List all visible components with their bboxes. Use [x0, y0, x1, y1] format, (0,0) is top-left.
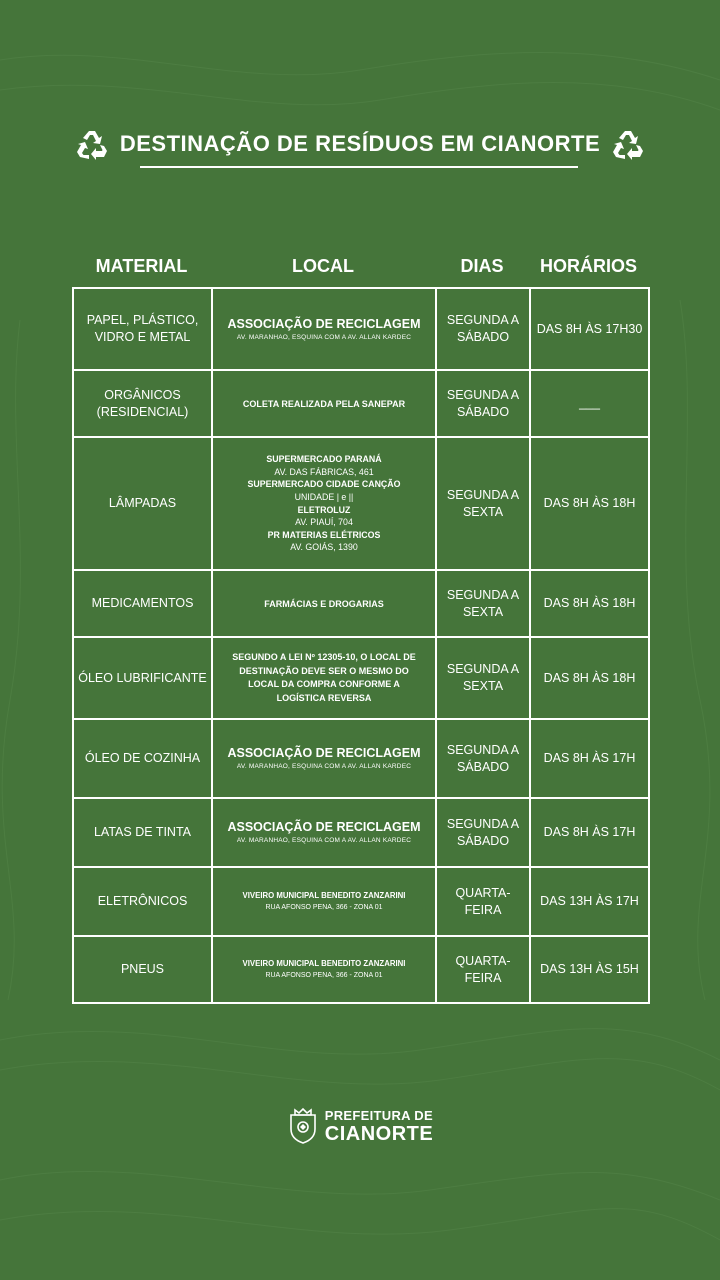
horarios-cell: DAS 8H ÀS 18H — [530, 437, 649, 570]
horarios-cell: DAS 8H ÀS 17H — [530, 798, 649, 867]
local-cell — [212, 370, 436, 437]
material-cell: ÓLEO DE COZINHA — [73, 719, 212, 798]
local-name: PR MATERIAS ELÉTRICOS — [267, 529, 381, 540]
local-cell — [212, 719, 436, 798]
local-address: AV. GOIÁS, 1390 — [290, 542, 358, 553]
table-row — [73, 637, 649, 719]
local-name: SUPERMERCADO CIDADE CANÇÃO — [247, 479, 401, 490]
local-address: AV. MARANHAO, ESQUINA COM A AV. ALLAN KARDEC — [236, 837, 412, 844]
horarios-cell: DAS 8H ÀS 18H — [530, 570, 649, 637]
footer-text — [325, 1109, 433, 1144]
horarios-cell: DAS 13H ÀS 17H — [530, 867, 649, 936]
local-cell — [212, 936, 436, 1003]
header-material: MATERIAL — [95, 256, 188, 276]
horarios-cell: DAS 8H ÀS 17H30 — [530, 288, 649, 370]
footer-line2: CIANORTE — [324, 1122, 434, 1145]
page-title: DESTINAÇÃO DE RESÍDUOS EM CIANORTE — [119, 131, 601, 156]
title-underline — [140, 166, 578, 168]
horarios-cell: DAS 8H ÀS 18H — [530, 637, 649, 719]
recycle-icon — [76, 128, 108, 160]
material-cell: ÓLEO LUBRIFICANTE — [73, 637, 212, 719]
local-name: COLETA REALIZADA PELA SANEPAR — [242, 398, 406, 409]
horarios-cell: DAS 8H ÀS 17H — [530, 719, 649, 798]
material-cell: MEDICAMENTOS — [73, 570, 212, 637]
table-row — [73, 936, 649, 1003]
local-name: ASSOCIAÇÃO DE RECICLAGEM — [227, 746, 421, 760]
material-cell: LÂMPADAS — [73, 437, 212, 570]
table-row — [73, 370, 649, 437]
horarios-cell: DAS 13H ÀS 15H — [530, 936, 649, 1003]
table-row — [73, 798, 649, 867]
local-address: UNIDADE | e || — [294, 491, 354, 502]
local-name: SUPERMERCADO PARANÁ — [266, 454, 382, 465]
local-name: VIVEIRO MUNICIPAL BENEDITO ZANZARINI — [242, 959, 406, 968]
dias-cell: QUARTA-FEIRA — [436, 936, 530, 1003]
material-cell: ELETRÔNICOS — [73, 867, 212, 936]
local-cell — [212, 570, 436, 637]
dias-cell: SEGUNDA A SEXTA — [436, 570, 530, 637]
local-address: AV. MARANHAO, ESQUINA COM A AV. ALLAN KARDEC — [236, 333, 412, 341]
local-cell — [212, 288, 436, 370]
table-row — [73, 867, 649, 936]
table-row — [73, 719, 649, 798]
local-name: ASSOCIAÇÃO DE RECICLAGEM — [227, 820, 421, 834]
dias-cell: SEGUNDA A SEXTA — [436, 637, 530, 719]
local-address: AV. MARANHAO, ESQUINA COM A AV. ALLAN KARDEC — [236, 763, 412, 770]
footer-logo — [0, 1106, 720, 1146]
table-row — [73, 570, 649, 637]
disposal-table — [72, 287, 650, 1004]
city-crest-icon — [287, 1107, 319, 1145]
header-dias: DIAS — [460, 256, 504, 276]
header-local: LOCAL — [292, 256, 354, 276]
material-cell: PAPEL, PLÁSTICO, VIDRO E METAL — [73, 288, 212, 370]
table-headers — [0, 256, 720, 280]
dias-cell: SEGUNDA A SÁBADO — [436, 288, 530, 370]
recycle-icon — [612, 128, 644, 160]
local-cell — [212, 798, 436, 867]
local-cell — [212, 437, 436, 570]
local-cell — [212, 867, 436, 936]
header-horarios: HORÁRIOS — [539, 256, 637, 276]
material-cell: PNEUS — [73, 936, 212, 1003]
local-address: RUA AFONSO PENA, 366 - ZONA 01 — [265, 972, 383, 979]
local-name: SEGUNDO A LEI Nº 12305-10, O LOCAL DE DESTINAÇÃO DEVE SER O MESMO DO LOCAL DA COMPRA CONFORME A LOGÍSTICA REVERSA — [232, 652, 416, 703]
table-row — [73, 437, 649, 570]
dias-cell: QUARTA-FEIRA — [436, 867, 530, 936]
horarios-cell: ___ — [530, 370, 649, 437]
local-name: VIVEIRO MUNICIPAL BENEDITO ZANZARINI — [242, 891, 406, 900]
local-name: FARMÁCIAS E DROGARIAS — [264, 598, 384, 609]
material-cell: ORGÂNICOS (RESIDENCIAL) — [73, 370, 212, 437]
dias-cell: SEGUNDA A SEXTA — [436, 437, 530, 570]
local-address: RUA AFONSO PENA, 366 - ZONA 01 — [265, 904, 383, 911]
local-address: AV. DAS FÁBRICAS, 461 — [274, 466, 374, 477]
dias-cell: SEGUNDA A SÁBADO — [436, 370, 530, 437]
title-row — [0, 124, 720, 164]
local-name: ELETROLUZ — [297, 504, 351, 515]
table-row — [73, 288, 649, 370]
dias-cell: SEGUNDA A SÁBADO — [436, 719, 530, 798]
dias-cell: SEGUNDA A SÁBADO — [436, 798, 530, 867]
local-address: AV. PIAUÍ, 704 — [295, 517, 353, 528]
local-cell — [212, 637, 436, 719]
footer-line1: PREFEITURA DE — [324, 1107, 433, 1123]
local-name: ASSOCIAÇÃO DE RECICLAGEM — [227, 316, 421, 331]
material-cell: LATAS DE TINTA — [73, 798, 212, 867]
